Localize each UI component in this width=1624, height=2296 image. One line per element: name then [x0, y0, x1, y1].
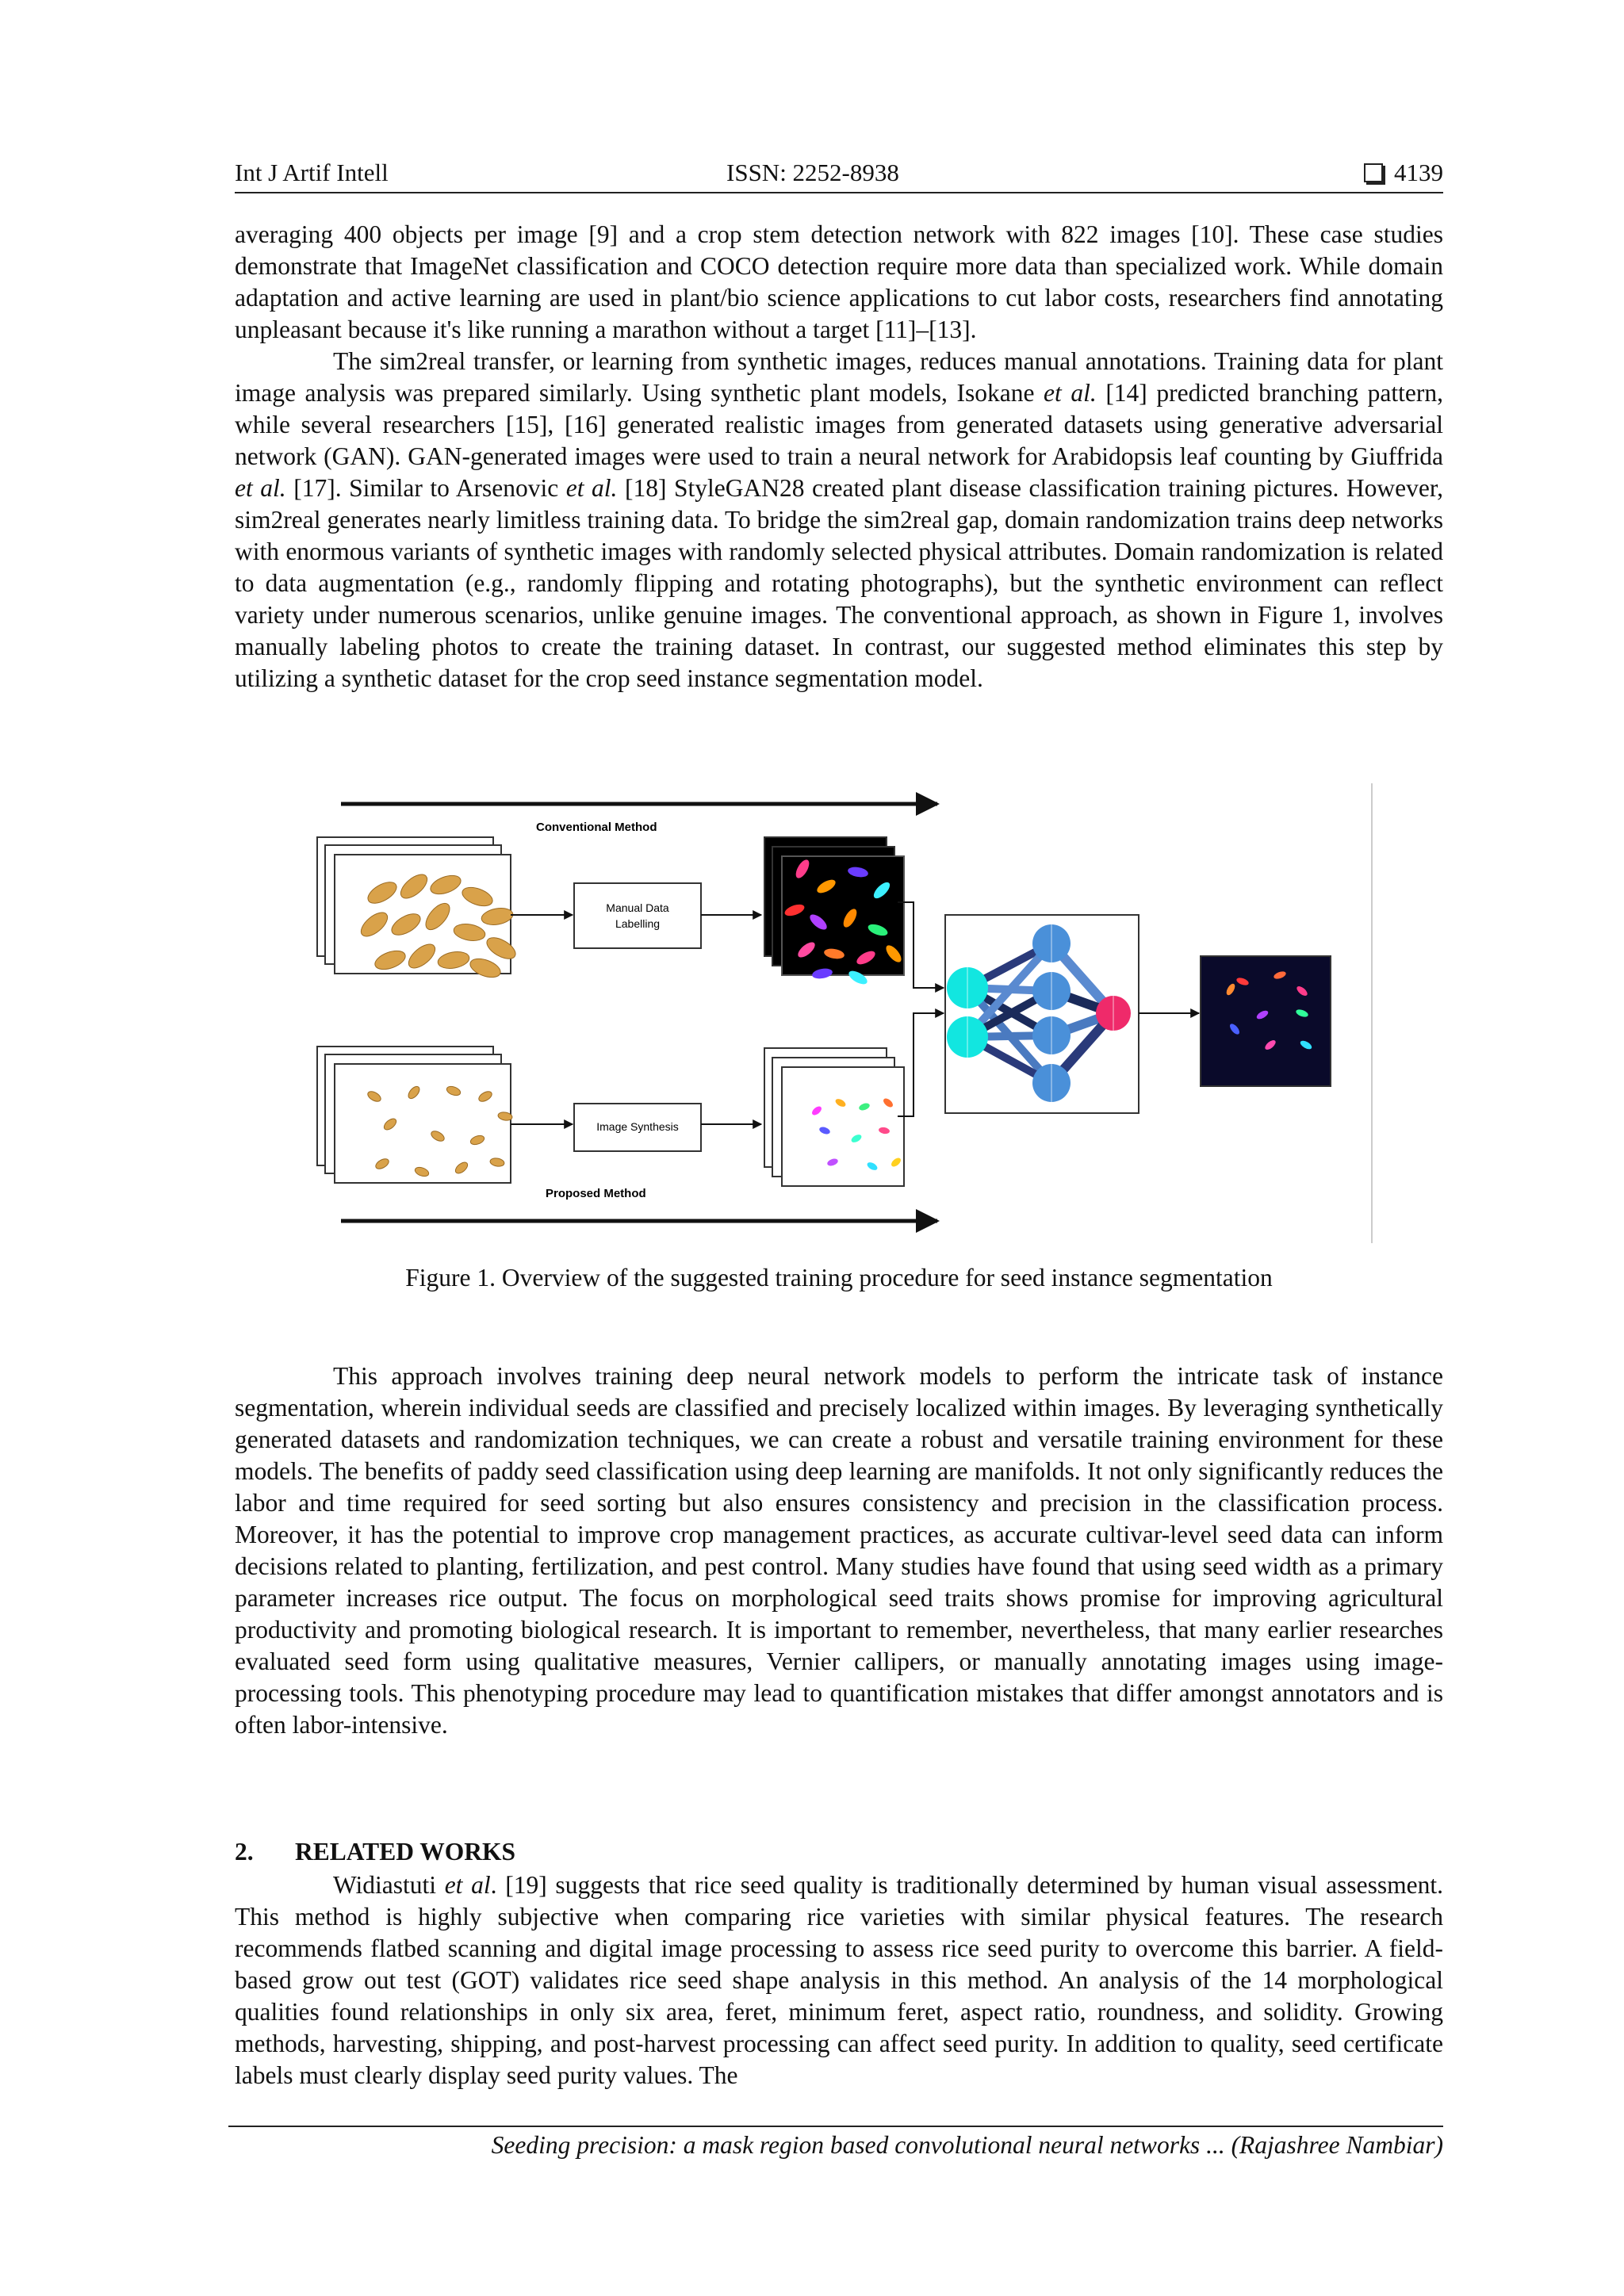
- training-procedure-figure: [311, 783, 1373, 1243]
- body-paragraph-4: Widiastuti et al. [19] suggests that rice seed quality is traditionally determined by human visual assessment. This method is highly subjective when comparing rice varieties with similar physical features. The research recommends flatbed scanning and digital image processing to assess rice seed purity to overcome this barrier. A field-based grow out test (GOT) validates rice seed shape analysis in this method. An analysis of the 14 morphological qualities found relationships in only six area, feret, minimum feret, aspect ratio, roundness, and solidity. Growing methods, harvesting, shipping, and post-harvest processing can affect seed purity. In addition to quality, seed certificate labels must clearly display seed purity values. The: [235, 1871, 1443, 2089]
- page-footer: Seeding precision: a mask region based convolutional neural networks ... (Rajashree Nambiar): [491, 2131, 1443, 2159]
- et-al: et al: [444, 1871, 491, 1899]
- footer-rule: [228, 2126, 1443, 2127]
- image-synthesis-text: Image Synthesis: [596, 1120, 679, 1133]
- labelled-mask-stack: [764, 837, 904, 987]
- section-number: 2.: [235, 1838, 254, 1866]
- real-seed-image-stack: [317, 837, 519, 981]
- et-al: et al.: [235, 474, 286, 502]
- synthetic-seed-image-stack: [317, 1047, 513, 1183]
- section-title: RELATED WORKS: [295, 1838, 516, 1866]
- manual-labelling-box: [574, 883, 701, 948]
- synthetic-mask-stack: [764, 1048, 904, 1186]
- et-al: et al.: [1044, 379, 1097, 407]
- proposed-method-label: Proposed Method: [546, 1187, 646, 1200]
- body-paragraph-3: This approach involves training deep neural network models to perform the intricate task of instance segmentation, wherein individual seeds are classified and precisely localized within images. By leveraging synthetically generated datasets and randomization techniques, we can create a robust and versatile training environment for these models. The benefits of paddy seed classification using deep learning are manifolds. It not only significantly reduces the labor and time required for seed sorting but also ensures consistency and precision in the classification process. Moreover, it has the potential to improve crop management practices, as accurate cultivar-level seed data can inform decisions related to planting, fertilization, and pest control. Many studies have found that using seed width as a primary parameter increases rice output. The focus on morphological seed traits shows promise for improving agricultural productivity and promoting biological research. It is important to remember, nevertheless, that many earlier researches evaluated seed form using qualitative measures, Vernier callipers, or manually annotating images using image-processing tools. This phenotyping procedure may lead to quantification mistakes that differ amongst annotators and is often labor-intensive.: [235, 1362, 1443, 1739]
- conventional-method-label: Conventional Method: [536, 821, 657, 834]
- section-heading: [235, 1838, 515, 1866]
- checkbox-square-icon: [1364, 163, 1383, 182]
- body-paragraph-1: averaging 400 objects per image [9] and a crop stem detection network with 822 images [10]. These case studies demonstrate that ImageNet classification and COCO detection require more data than specialized work. While domain adaptation and active learning are used in plant/bio science applications to cut labor costs, researchers find annotating unpleasant because it's like running a marathon without a target [11]–[13].: [235, 220, 1443, 343]
- body-paragraph-2: The sim2real transfer, or learning from synthetic images, reduces manual annotations. Training data for plant image analysis was prepared similarly. Using synthetic plant models, Isokane et al. [14] predicted branching pattern, while several researchers [15], [16] generated realistic images from generated datasets using generative adversarial network (GAN). GAN-generated images were used to train a neural network for Arabidopsis leaf counting by Giuffrida et al. [17]. Similar to Arsenovic et al. [18] StyleGAN28 created plant disease classification training pictures. However, sim2real generates nearly limitless training data. To bridge the sim2real gap, domain randomization trains deep networks with enormous variants of synthetic images with randomly selected physical attributes. Domain randomization is related to data augmentation (e.g., randomly flipping and rotating photographs), but the synthetic environment can reflect variety under numerous scenarios, unlike genuine images. The conventional approach, as shown in Figure 1, involves manually labeling photos to create the training dataset. In contrast, our suggested method eliminates this step by utilizing a synthetic dataset for the crop seed instance segmentation model.: [235, 347, 1444, 692]
- segmentation-output: [1201, 956, 1331, 1086]
- et-al: et al.: [565, 474, 618, 502]
- manual-labelling-text: Labelling: [615, 917, 661, 930]
- journal-name: Int J Artif Intell: [235, 159, 389, 186]
- page-number: 4139: [1394, 159, 1443, 186]
- page-header: [235, 155, 1443, 193]
- issn: ISSN: 2252-8938: [726, 159, 899, 186]
- manual-labelling-text: Manual Data: [606, 901, 669, 914]
- figure-caption: Figure 1. Overview of the suggested training procedure for seed instance segmentation: [405, 1264, 1273, 1292]
